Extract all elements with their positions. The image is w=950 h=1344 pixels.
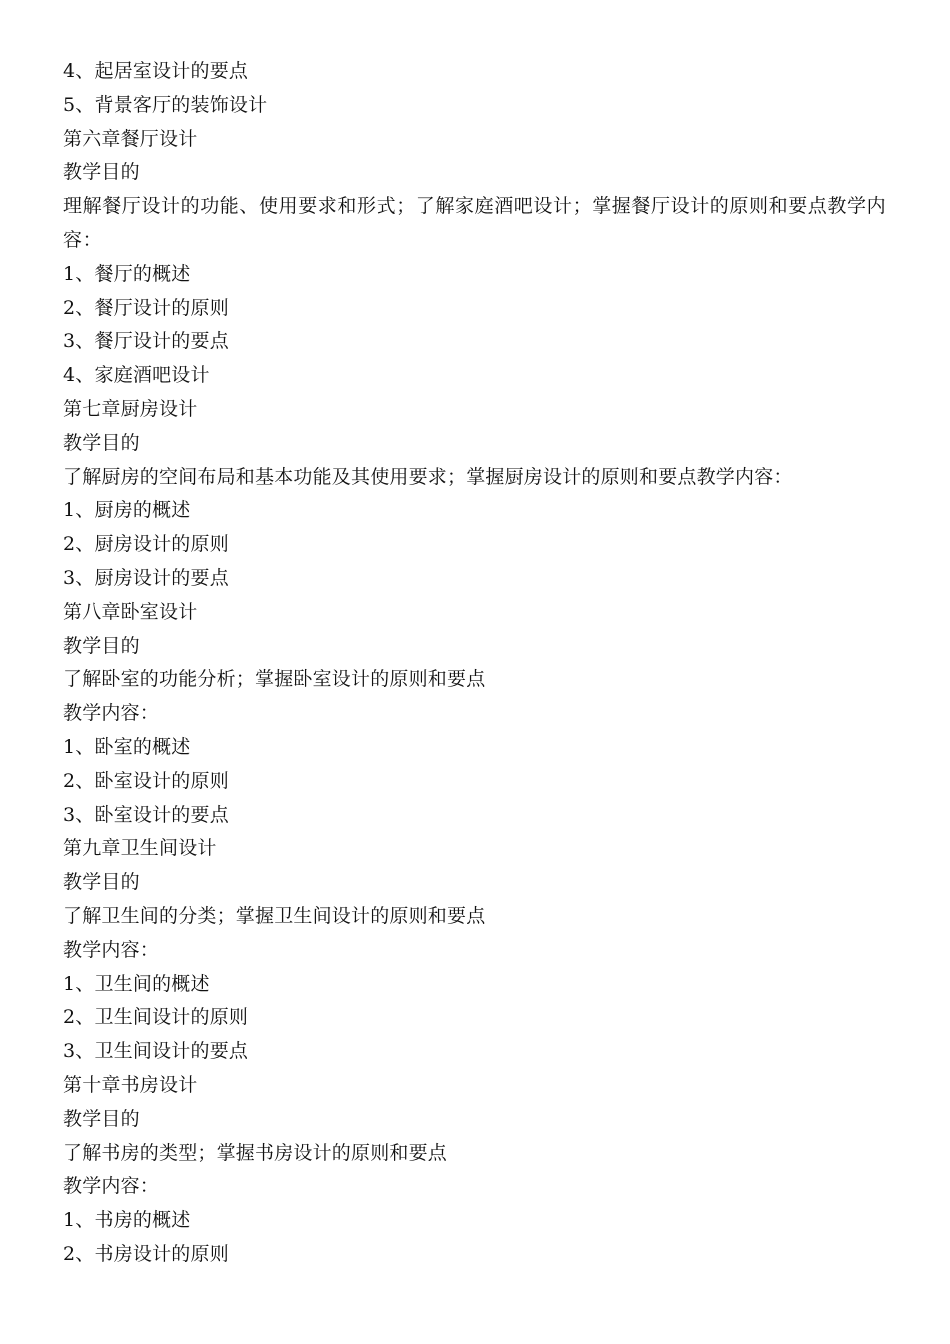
list-item: 3、卧室设计的要点	[63, 803, 229, 826]
section-label: 教学目的	[63, 634, 140, 657]
list-item: 2、卫生间设计的原则	[63, 1006, 249, 1029]
paragraph: 了解厨房的空间布局和基本功能及其使用要求；掌握厨房设计的原则和要点教学内容：	[63, 465, 793, 488]
list-item: 3、餐厅设计的要点	[63, 330, 229, 353]
section-label: 教学目的	[63, 871, 140, 894]
list-item: 5、背景客厅的装饰设计	[63, 93, 268, 116]
list-item: 1、卫生间的概述	[63, 972, 210, 995]
list-item: 2、厨房设计的原则	[63, 533, 229, 556]
section-label: 教学内容：	[63, 702, 160, 725]
list-item: 3、卫生间设计的要点	[63, 1040, 249, 1063]
chapter-heading: 第九章卫生间设计	[63, 837, 217, 860]
list-item: 2、卧室设计的原则	[63, 769, 229, 792]
paragraph: 了解卧室的功能分析；掌握卧室设计的原则和要点	[63, 668, 486, 691]
section-label: 教学内容：	[63, 1175, 160, 1198]
list-item: 1、书房的概述	[63, 1209, 191, 1232]
paragraph: 了解书房的类型；掌握书房设计的原则和要点	[63, 1141, 448, 1164]
paragraph: 理解餐厅设计的功能、使用要求和形式；了解家庭酒吧设计；掌握餐厅设计的原则和要点教学内容：	[63, 195, 887, 251]
chapter-heading: 第六章餐厅设计	[63, 127, 198, 150]
list-item: 2、书房设计的原则	[63, 1242, 229, 1265]
section-label: 教学目的	[63, 1107, 140, 1130]
list-item: 1、厨房的概述	[63, 499, 191, 522]
list-item: 4、起居室设计的要点	[63, 60, 249, 82]
section-label: 教学目的	[63, 161, 140, 184]
list-item: 4、家庭酒吧设计	[63, 364, 210, 387]
list-item: 1、卧室的概述	[63, 735, 191, 758]
paragraph: 了解卫生间的分类；掌握卫生间设计的原则和要点	[63, 904, 486, 927]
list-item: 2、餐厅设计的原则	[63, 296, 229, 319]
chapter-heading: 第八章卧室设计	[63, 600, 198, 623]
section-label: 教学目的	[63, 431, 140, 454]
list-item: 3、厨房设计的要点	[63, 566, 229, 589]
chapter-heading: 第七章厨房设计	[63, 397, 198, 420]
chapter-heading: 第十章书房设计	[63, 1073, 198, 1096]
list-item: 1、餐厅的概述	[63, 262, 191, 285]
document-page	[63, 55, 903, 1272]
section-label: 教学内容：	[63, 938, 160, 961]
